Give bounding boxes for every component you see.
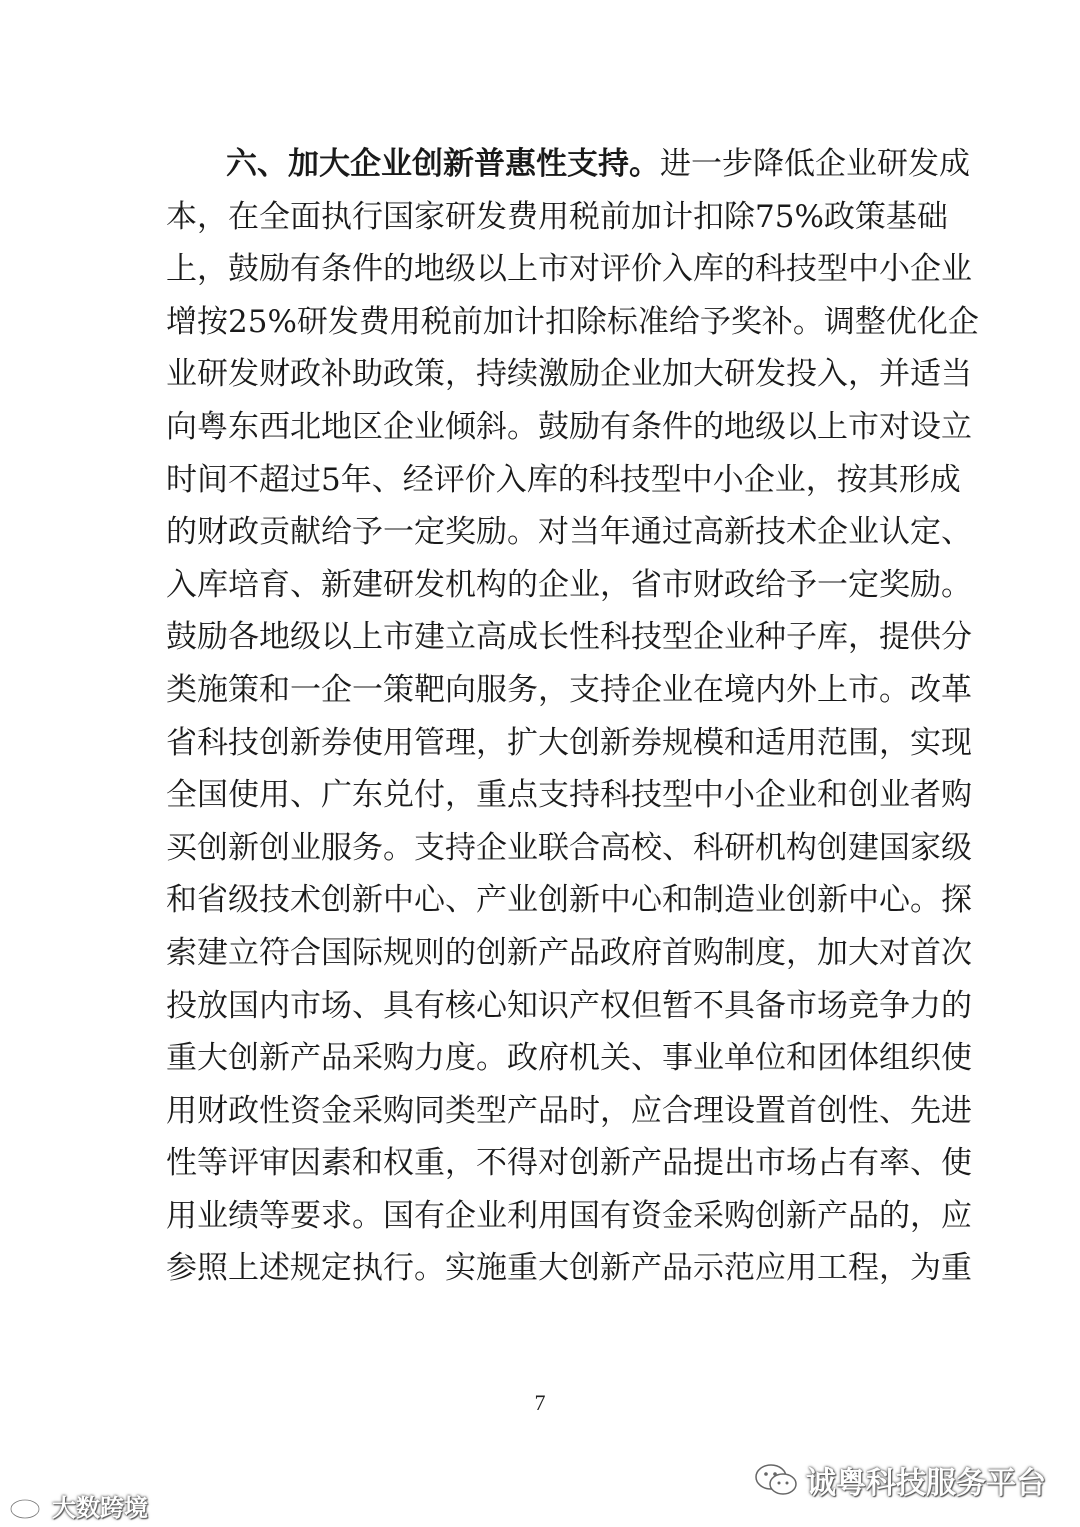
text-line-11: 类施策和一企一策靶向服务，支持企业在境内外上市。改革 xyxy=(166,671,972,708)
weibo-icon xyxy=(8,1492,48,1520)
text-line-21: 用业绩等要求。国有企业利用国有资金采购创新产品的，应 xyxy=(166,1197,972,1234)
text-line-4: 增按25%研发费用税前加计扣除标准给予奖补。调整优化企 xyxy=(166,303,979,340)
text-line-6: 向粤东西北地区企业倾斜。鼓励有条件的地级以上市对设立 xyxy=(166,408,972,445)
text-line-13: 全国使用、广东兑付，重点支持科技型中小企业和创业者购 xyxy=(166,777,972,814)
text-line-17: 投放国内市场、具有核心知识产权但暂不具备市场竞争力的 xyxy=(166,987,972,1024)
text-line-1: 六、加大企业创新普惠性支持。进一步降低企业研发成 xyxy=(226,146,970,182)
body-paragraph xyxy=(166,138,979,1295)
text-line-20: 性等评审因素和权重，不得对创新产品提出市场占有率、使 xyxy=(166,1145,972,1182)
text-line-2: 本，在全面执行国家研发费用税前加计扣除75%政策基础 xyxy=(166,198,948,235)
text-line-15: 和省级技术创新中心、产业创新中心和制造业创新中心。探 xyxy=(166,882,972,919)
page-number: 7 xyxy=(534,1390,546,1415)
section-heading: 六、加大企业创新普惠性支持。 xyxy=(226,146,660,182)
text-line-7: 时间不超过5年、经评价入库的科技型中小企业，按其形成 xyxy=(166,461,961,498)
watermark-weibo xyxy=(8,1488,148,1523)
text-line-18: 重大创新产品采购力度。政府机关、事业单位和团体组织使 xyxy=(166,1040,972,1077)
watermark-wechat xyxy=(754,1458,1046,1502)
watermark-left-text: 大数跨境 xyxy=(52,1494,148,1522)
text-line-22: 参照上述规定执行。实施重大创新产品示范应用工程，为重 xyxy=(166,1250,972,1287)
text-line-10: 鼓励各地级以上市建立高成长性科技型企业种子库，提供分 xyxy=(166,619,972,656)
text-line-8: 的财政贡献给予一定奖励。对当年通过高新技术企业认定、 xyxy=(166,514,972,551)
wechat-icon xyxy=(754,1463,798,1497)
text-line-5: 业研发财政补助政策，持续激励企业加大研发投入，并适当 xyxy=(166,356,972,393)
text-line-9: 入库培育、新建研发机构的企业，省市财政给予一定奖励。 xyxy=(166,566,972,603)
text-line-12: 省科技创新券使用管理，扩大创新券规模和适用范围，实现 xyxy=(166,724,972,761)
text-line-3: 上，鼓励有条件的地级以上市对评价入库的科技型中小企业 xyxy=(166,251,972,288)
text-line-16: 索建立符合国际规则的创新产品政府首购制度，加大对首次 xyxy=(166,934,972,971)
text-line-19: 用财政性资金采购同类型产品时，应合理设置首创性、先进 xyxy=(166,1092,972,1129)
watermark-right-text: 诚粤科技服务平台 xyxy=(806,1466,1046,1501)
text-line-14: 买创新创业服务。支持企业联合高校、科研机构创建国家级 xyxy=(166,829,972,866)
